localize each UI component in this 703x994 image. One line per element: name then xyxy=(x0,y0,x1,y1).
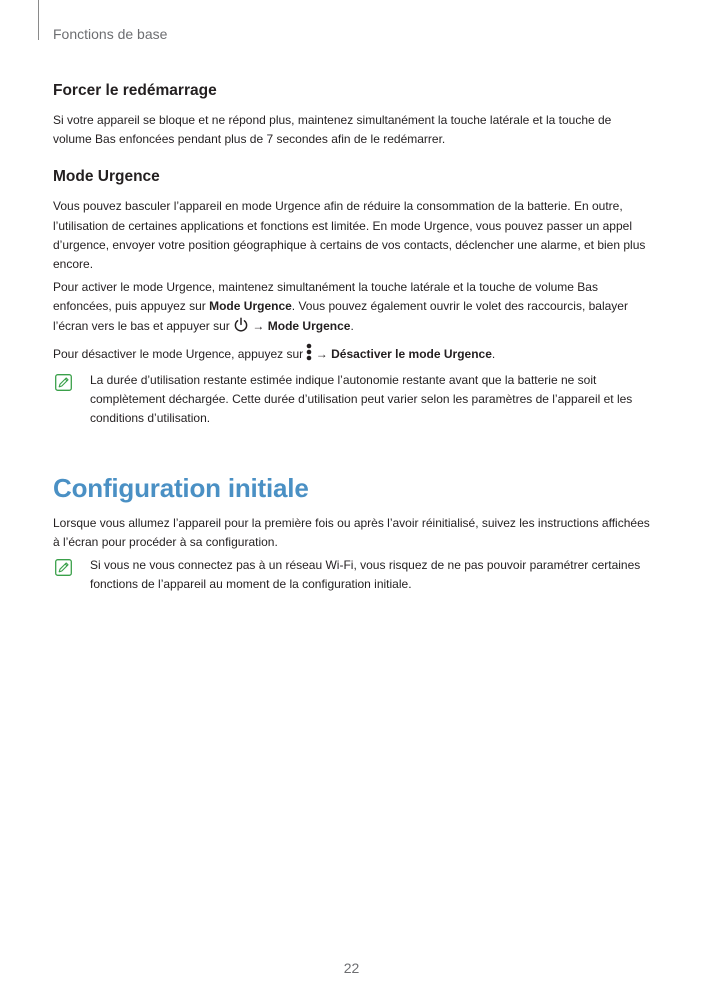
header-divider xyxy=(38,0,39,40)
deactivate-label: Désactiver le mode Urgence xyxy=(331,346,492,361)
mode-urgence-label: Mode Urgence xyxy=(209,299,292,314)
setup-paragraph: Lorsque vous allumez l’appareil pour la première fois ou après l’avoir réinitialisé, suivez les instructions affichées à l’écran pour procéder à sa configuration. xyxy=(53,515,650,549)
note-pencil-icon xyxy=(55,559,72,576)
note-block-setup xyxy=(53,556,653,594)
note-text-setup: Si vous ne vous connectez pas à un réseau Wi-Fi, vous risquez de ne pas pouvoir paramétrer certaines fonctions de l’appareil au moment de la configuration initiale. xyxy=(90,558,641,592)
restart-paragraph: Si votre appareil se bloque et ne répond plus, maintenez simultanément la touche latérale et la touche de volume Bas enfoncées pendant plus de 7 secondes afin de le redémarrer. xyxy=(53,113,612,147)
emergency-paragraph-1: Vous pouvez basculer l’appareil en mode Urgence afin de réduire la consommation de la batterie. En outre, l’utilisation de certaines applications et fonctions est limitée. En mode Urgence, vous pouvez passer un appel d’urgence, envoyer votre position géographique à certains de vos contacts, déclencher une alarme, et bien plus encore. xyxy=(53,199,646,272)
emergency-paragraph-3: Pour désactiver le mode Urgence, appuyez sur → Désactiver le mode Urgence. xyxy=(53,343,653,367)
page-content xyxy=(53,82,653,598)
page-number: 22 xyxy=(343,960,360,976)
emergency-paragraph-2: Pour activer le mode Urgence, maintenez simultanément la touche latérale et la touche de volume Bas enfoncées, puis appuyez sur Mode Urgence. Vous pouvez également ouvrir le volet des raccourcis, balayer l’écran vers le bas et appuyer sur → Mode Urgence. xyxy=(53,278,653,339)
running-header: Fonctions de base xyxy=(53,26,168,42)
section-heading-restart: Forcer le redémarrage xyxy=(53,82,217,99)
section-heading-emergency: Mode Urgence xyxy=(53,168,160,186)
mode-urgence-label-2: Mode Urgence xyxy=(267,318,351,333)
chapter-title-setup: Configuration initiale xyxy=(53,472,309,503)
note-block-emergency xyxy=(53,371,653,429)
power-icon xyxy=(233,317,249,339)
note-text-emergency: La durée d’utilisation restante estimée indique l’autonomie restante avant que la batterie ne soit complètement déchargée. Cette durée d’utilisation peut varier selon les paramètres de l’appareil et les conditions d’utilisation. xyxy=(90,373,633,426)
note-pencil-icon xyxy=(55,374,72,391)
